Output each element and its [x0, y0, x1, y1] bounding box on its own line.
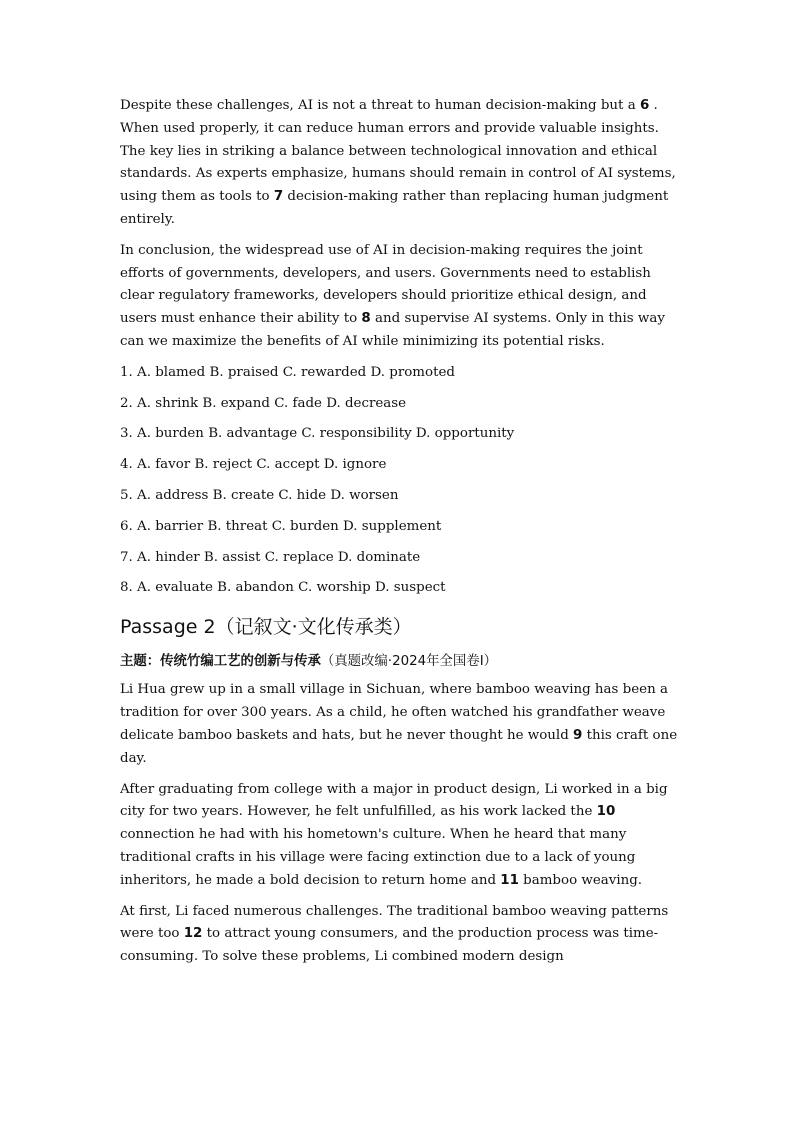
text-run: connection he had with his hometown's culture. When he heard that many traditional crafts in his village were facing extinction due to a lack of young inheritors, he made a bold decision to return home and: [120, 827, 636, 888]
passage2-paragraph-3: [120, 901, 680, 969]
blank-number-8: 8: [361, 311, 371, 327]
text-run: this craft one day.: [120, 727, 678, 766]
text-run: Despite these challenges, AI is not a threat to human decision-making but a: [120, 98, 640, 113]
blank-number-12: 12: [183, 926, 203, 942]
text-run: After graduating from college with a major in product design, Li worked in a big city for two years. However, he felt unfulfilled, as his work lacked the: [120, 781, 668, 820]
text-run: bamboo weaving.: [518, 872, 643, 888]
text-run: Li Hua grew up in a small village in Sichuan, where bamboo weaving has been a tradition for over 300 years. As a child, he often watched his grandfather weave delicate bamboo baskets and hats, but he never thought he would: [120, 682, 668, 743]
passage2-paragraph-1: [120, 679, 680, 770]
blank-number-6: 6: [639, 98, 650, 113]
passage1-paragraph-2: [120, 240, 680, 354]
passage2-heading: Passage 2（记叙文·文化传承类）: [120, 616, 412, 639]
blank-number-9: 9: [573, 727, 583, 743]
option-line: 8. A. evaluate B. abandon C. worship D. suspect: [120, 580, 446, 596]
option-line: 2. A. shrink B. expand C. fade D. decrease: [120, 395, 407, 411]
blank-number-7: 7: [273, 189, 284, 205]
option-line: 4. A. favor B. reject C. accept D. ignore: [120, 457, 387, 473]
option-line: 1. A. blamed B. praised C. rewarded D. promoted: [120, 364, 455, 380]
topic-source: （真题改编·2024年全国卷Ⅰ）: [320, 654, 498, 670]
document-page: [120, 95, 680, 977]
text-run: . When used properly, it can reduce human errors and provide valuable insights. The key lies in striking a balance between technological innovation and ethical standards. As experts emphasize, humans should remain in control of AI systems, using them as tools to: [120, 98, 676, 205]
blank-number-10: 10: [596, 804, 616, 820]
option-line: 3. A. burden B. advantage C. responsibility D. opportunity: [120, 426, 515, 442]
blank-number-11: 11: [500, 872, 519, 888]
text-run: At first, Li faced numerous challenges. The traditional bamboo weaving patterns were too: [120, 903, 669, 942]
option-line: 5. A. address B. create C. hide D. worsen: [120, 487, 399, 503]
text-run: decision-making rather than replacing human judgment entirely.: [120, 189, 669, 227]
text-run: and supervise AI systems. Only in this way can we maximize the benefits of AI while minimizing its potential risks.: [120, 311, 665, 349]
option-line: 7. A. hinder B. assist C. replace D. dominate: [120, 549, 421, 565]
option-line: 6. A. barrier B. threat C. burden D. supplement: [120, 518, 442, 534]
text-run: to attract young consumers, and the production process was time-consuming. To solve these problems, Li combined modern design: [120, 926, 659, 965]
topic-text: 传统竹编工艺的创新与传承: [160, 654, 321, 670]
answer-options-list: [120, 362, 680, 600]
passage1-paragraph-1: [120, 95, 680, 232]
passage2-paragraph-2: [120, 779, 680, 893]
text-run: In conclusion, the widespread use of AI in decision-making requires the joint efforts of governments, developers, and users. Governments need to establish clear regulatory frameworks, developers should prioritize ethical design, and users must enhance their ability to: [120, 242, 651, 327]
passage2-topic: [120, 651, 680, 673]
topic-label: 主题：: [120, 654, 161, 670]
